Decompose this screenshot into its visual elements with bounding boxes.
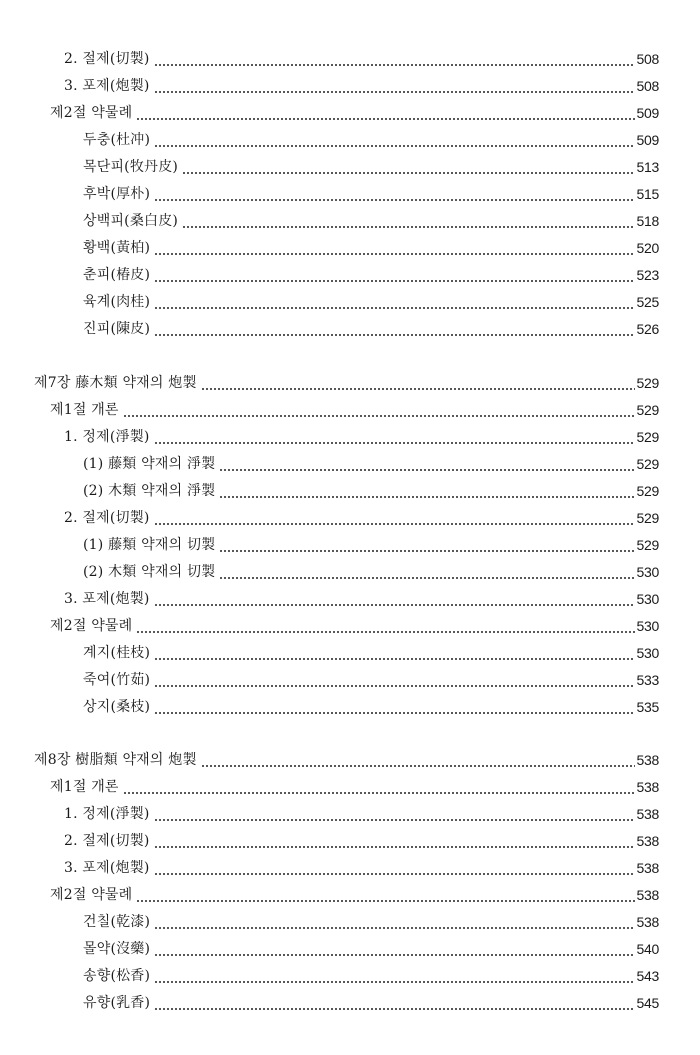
dot-leader	[154, 428, 635, 446]
toc-line	[0, 123, 700, 149]
toc-line	[0, 285, 700, 311]
entry-title: 3. 포제(炮製)	[64, 78, 150, 94]
entry-title: (2) 木類 약재의 切製	[83, 564, 216, 580]
entry-title: 1. 정제(淨製)	[64, 429, 150, 445]
entry-title: 송향(松香)	[83, 968, 151, 984]
dot-leader	[154, 805, 635, 823]
toc-entry	[83, 636, 659, 662]
dot-leader	[154, 913, 634, 931]
dot-leader	[154, 994, 634, 1012]
toc-line	[0, 231, 700, 257]
page-number: 529	[636, 375, 659, 391]
entry-title: 황백(黃柏)	[83, 240, 151, 256]
dot-leader	[154, 320, 634, 338]
page-number: 535	[636, 699, 659, 715]
toc-line	[0, 770, 700, 796]
page-number: 529	[636, 483, 659, 499]
toc-entry	[64, 42, 659, 68]
dot-leader	[154, 77, 635, 95]
entry-title: 2. 절제(切製)	[64, 833, 150, 849]
entry-title: 제2절 약물례	[50, 105, 133, 121]
page-number: 518	[636, 213, 659, 229]
page-number: 538	[636, 833, 659, 849]
entry-title: 1. 정제(淨製)	[64, 806, 150, 822]
entry-title: 후박(厚朴)	[83, 186, 151, 202]
toc-line	[0, 258, 700, 284]
dot-leader	[154, 131, 634, 149]
dot-leader	[154, 671, 634, 689]
toc-line	[0, 878, 700, 904]
page-number: 538	[636, 779, 659, 795]
toc-line	[0, 528, 700, 554]
toc-line	[0, 204, 700, 230]
page-number: 529	[636, 510, 659, 526]
toc-line	[0, 851, 700, 877]
toc-line	[0, 474, 700, 500]
entry-title: 건칠(乾漆)	[83, 914, 151, 930]
entry-title: 상백피(桑白皮)	[83, 213, 179, 229]
toc-entry	[83, 690, 659, 716]
toc-entry	[83, 986, 659, 1012]
entry-title: (1) 藤類 약재의 切製	[83, 537, 216, 553]
dot-leader	[201, 374, 635, 392]
toc-line	[0, 42, 700, 68]
dot-leader	[201, 751, 635, 769]
toc-line	[0, 420, 700, 446]
toc-entry	[34, 366, 659, 392]
toc-entry	[50, 609, 659, 635]
page-number: 525	[636, 294, 659, 310]
entry-title: (2) 木類 약재의 淨製	[83, 483, 216, 499]
toc-entry	[83, 231, 659, 257]
entry-title: 제2절 약물례	[50, 618, 133, 634]
entry-title: (1) 藤類 약재의 淨製	[83, 456, 216, 472]
toc-line	[0, 177, 700, 203]
entry-title: 몰약(沒藥)	[83, 941, 151, 957]
dot-leader	[154, 644, 634, 662]
page-number: 533	[636, 672, 659, 688]
toc-entry	[83, 905, 659, 931]
dot-leader	[154, 239, 634, 257]
dot-leader	[154, 185, 634, 203]
dot-leader	[154, 266, 634, 284]
toc-line	[0, 663, 700, 689]
page-number: 538	[636, 887, 659, 903]
toc-entry	[83, 204, 659, 230]
toc-entry	[83, 285, 659, 311]
dot-leader	[154, 50, 635, 68]
chapter-title: 제8장 樹脂類 약재의 炮製	[34, 752, 197, 768]
toc-line	[0, 690, 700, 716]
page-number: 529	[636, 429, 659, 445]
dot-leader	[154, 967, 634, 985]
page-number: 530	[636, 618, 659, 634]
page-number: 538	[636, 806, 659, 822]
dot-leader	[154, 509, 635, 527]
toc-entry	[83, 959, 659, 985]
toc-entry	[83, 932, 659, 958]
dot-leader	[136, 104, 634, 122]
toc-entry	[83, 528, 659, 554]
page-number: 508	[636, 78, 659, 94]
entry-title: 2. 절제(切製)	[64, 510, 150, 526]
page-number: 526	[636, 321, 659, 337]
toc-entry	[83, 123, 659, 149]
toc-line	[0, 582, 700, 608]
entry-title: 제2절 약물례	[50, 887, 133, 903]
toc-line	[0, 501, 700, 527]
toc-line	[0, 447, 700, 473]
page-number: 540	[636, 941, 659, 957]
page-number: 538	[636, 752, 659, 768]
page-number: 538	[636, 914, 659, 930]
dot-leader	[154, 698, 634, 716]
toc-entry	[64, 501, 659, 527]
dot-leader	[182, 212, 634, 230]
dot-leader	[219, 536, 634, 554]
entry-title: 2. 절제(切製)	[64, 51, 150, 67]
toc-entry	[83, 474, 659, 500]
toc-entry	[83, 177, 659, 203]
dot-leader	[154, 590, 635, 608]
toc-line	[0, 96, 700, 122]
toc-entry	[64, 582, 659, 608]
toc-entry	[50, 96, 659, 122]
page-number: 530	[636, 591, 659, 607]
entry-title: 계지(桂枝)	[83, 645, 151, 661]
toc-line	[0, 986, 700, 1012]
entry-title: 죽여(竹茹)	[83, 672, 151, 688]
dot-leader	[154, 832, 635, 850]
entry-title: 춘피(椿皮)	[83, 267, 151, 283]
toc-entry	[83, 312, 659, 338]
toc-entry	[83, 150, 659, 176]
dot-leader	[123, 401, 635, 419]
dot-leader	[219, 455, 634, 473]
dot-leader	[154, 293, 634, 311]
toc-line	[0, 312, 700, 338]
page-number: 520	[636, 240, 659, 256]
toc-entry	[50, 878, 659, 904]
page-number: 509	[636, 132, 659, 148]
toc-line	[0, 150, 700, 176]
toc-line	[0, 824, 700, 850]
toc-entry	[83, 447, 659, 473]
page-number: 509	[636, 105, 659, 121]
toc-entry	[64, 851, 659, 877]
dot-leader	[154, 940, 634, 958]
dot-leader	[136, 886, 634, 904]
toc-line	[0, 743, 700, 769]
toc-line	[0, 69, 700, 95]
entry-title: 제1절 개론	[50, 779, 119, 795]
entry-title: 3. 포제(炮製)	[64, 860, 150, 876]
chapter-title: 제7장 藤木類 약재의 炮製	[34, 375, 197, 391]
entry-title: 3. 포제(炮製)	[64, 591, 150, 607]
page-number: 515	[636, 186, 659, 202]
page-number: 543	[636, 968, 659, 984]
toc-entry	[83, 663, 659, 689]
toc-line	[0, 797, 700, 823]
entry-title: 진피(陳皮)	[83, 321, 151, 337]
dot-leader	[182, 158, 634, 176]
page-number: 538	[636, 860, 659, 876]
toc-entry	[64, 824, 659, 850]
entry-title: 상지(桑枝)	[83, 699, 151, 715]
page-number: 508	[636, 51, 659, 67]
page-number: 513	[636, 159, 659, 175]
toc-entry	[50, 393, 659, 419]
page-number: 545	[636, 995, 659, 1011]
entry-title: 제1절 개론	[50, 402, 119, 418]
toc-entry	[83, 555, 659, 581]
entry-title: 목단피(牧丹皮)	[83, 159, 179, 175]
dot-leader	[136, 617, 634, 635]
toc-line	[0, 905, 700, 931]
dot-leader	[219, 563, 634, 581]
toc-entry	[64, 69, 659, 95]
page-number: 529	[636, 537, 659, 553]
toc-entry	[83, 258, 659, 284]
entry-title: 두충(杜冲)	[83, 132, 151, 148]
toc-line	[0, 555, 700, 581]
toc-entry	[50, 770, 659, 796]
entry-title: 육계(肉桂)	[83, 294, 151, 310]
page-number: 530	[636, 564, 659, 580]
toc-line	[0, 932, 700, 958]
toc-line	[0, 636, 700, 662]
page-number: 529	[636, 456, 659, 472]
toc-line	[0, 959, 700, 985]
page-number: 530	[636, 645, 659, 661]
page-number: 523	[636, 267, 659, 283]
dot-leader	[154, 859, 635, 877]
toc-entry	[34, 743, 659, 769]
toc-entry	[64, 797, 659, 823]
dot-leader	[123, 778, 635, 796]
dot-leader	[219, 482, 634, 500]
toc-line	[0, 609, 700, 635]
page-number: 529	[636, 402, 659, 418]
toc-line	[0, 393, 700, 419]
toc-line	[0, 366, 700, 392]
toc-entry	[64, 420, 659, 446]
entry-title: 유향(乳香)	[83, 995, 151, 1011]
